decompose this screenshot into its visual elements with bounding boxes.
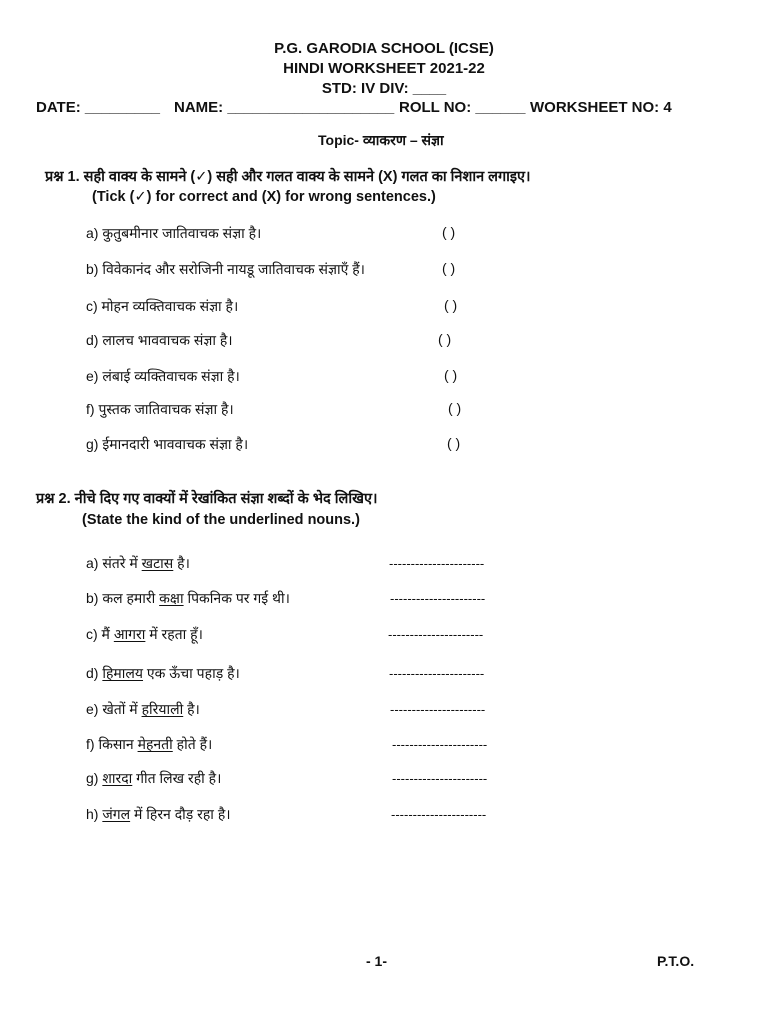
underlined-noun: मेहनती <box>137 736 173 752</box>
q1-item-b: b) विवेकानंद और सरोजिनी नायडू जातिवाचक संज्ञाएँ हैं। <box>86 261 365 277</box>
q2-answer-blank-a[interactable]: ---------------------- <box>389 556 485 571</box>
q1-answer-box-a[interactable]: ( ) <box>442 224 456 240</box>
q1-title: प्रश्न 1. सही वाक्य के सामने (✓) सही और गलत वाक्य के सामने (X) गलत का निशान लगाइए। <box>45 169 531 185</box>
q2-item-e: e) खेतों में हरियाली है। <box>86 701 200 717</box>
q1-item-g: g) ईमानदारी भाववाचक संज्ञा है। <box>86 436 249 452</box>
q2-title: प्रश्न 2. नीचे दिए गए वाक्यों में रेखांकित संज्ञा शब्दों के भेद लिखिए। <box>36 491 378 507</box>
q2-item-g: g) शारदा गीत लिख रही है। <box>86 770 222 786</box>
q1-answer-box-f[interactable]: ( ) <box>448 400 462 416</box>
underlined-noun: जंगल <box>102 806 131 822</box>
underlined-noun: खटास <box>141 555 174 571</box>
worksheet-number: WORKSHEET NO: 4 <box>530 99 672 116</box>
q2-item-c: c) मैं आगरा में रहता हूँ। <box>86 626 203 642</box>
q1-answer-box-e[interactable]: ( ) <box>444 367 458 383</box>
q2-answer-blank-e[interactable]: ---------------------- <box>390 702 486 717</box>
page-number: - 1- <box>366 953 387 969</box>
q2-item-d: d) हिमालय एक ऊँचा पहाड़ है। <box>86 665 240 681</box>
underlined-noun: हरियाली <box>141 701 184 717</box>
std-div-line: STD: IV DIV: ____ <box>321 80 447 97</box>
roll-no-field: ROLL NO: ______ <box>399 99 526 116</box>
underlined-noun: शारदा <box>102 770 133 786</box>
q1-answer-box-d[interactable]: ( ) <box>438 331 452 347</box>
q1-answer-box-c[interactable]: ( ) <box>444 297 458 313</box>
q2-item-h: h) जंगल में हिरन दौड़ रहा है। <box>86 806 231 822</box>
q1-item-a: a) कुतुबमीनार जातिवाचक संज्ञा है। <box>86 225 262 241</box>
name-field: NAME: ____________________ <box>174 99 395 116</box>
worksheet-title: HINDI WORKSHEET 2021-22 <box>283 60 485 77</box>
underlined-noun: आगरा <box>113 626 146 642</box>
q2-item-b: b) कल हमारी कक्षा पिकनिक पर गई थी। <box>86 590 290 606</box>
date-field: DATE: _________ <box>36 99 160 116</box>
q2-item-f: f) किसान मेहनती होते हैं। <box>86 736 213 752</box>
q1-item-d: d) लालच भाववाचक संज्ञा है। <box>86 332 233 348</box>
q2-item-a: a) संतरे में खटास है। <box>86 555 190 571</box>
q2-answer-blank-h[interactable]: ---------------------- <box>391 807 487 822</box>
q1-subtitle: (Tick (✓) for correct and (X) for wrong sentences.) <box>92 189 436 205</box>
q2-answer-blank-d[interactable]: ---------------------- <box>389 666 485 681</box>
underlined-noun: कक्षा <box>159 590 184 606</box>
underlined-noun: हिमालय <box>102 665 144 681</box>
q2-answer-blank-c[interactable]: ---------------------- <box>388 627 484 642</box>
school-name: P.G. GARODIA SCHOOL (ICSE) <box>274 40 494 57</box>
pto-note: P.T.O. <box>657 953 695 969</box>
q2-subtitle: (State the kind of the underlined nouns.) <box>82 512 360 528</box>
q1-answer-box-b[interactable]: ( ) <box>442 260 456 276</box>
q2-answer-blank-b[interactable]: ---------------------- <box>390 591 486 606</box>
q1-item-e: e) लंबाई व्यक्तिवाचक संज्ञा है। <box>86 368 240 384</box>
q1-item-f: f) पुस्तक जातिवाचक संज्ञा है। <box>86 401 234 417</box>
q1-answer-box-g[interactable]: ( ) <box>447 435 461 451</box>
q2-answer-blank-g[interactable]: ---------------------- <box>392 771 488 786</box>
q1-item-c: c) मोहन व्यक्तिवाचक संज्ञा है। <box>86 298 239 314</box>
topic-line: Topic- व्याकरण – संज्ञा <box>318 132 444 148</box>
q2-answer-blank-f[interactable]: ---------------------- <box>392 737 488 752</box>
